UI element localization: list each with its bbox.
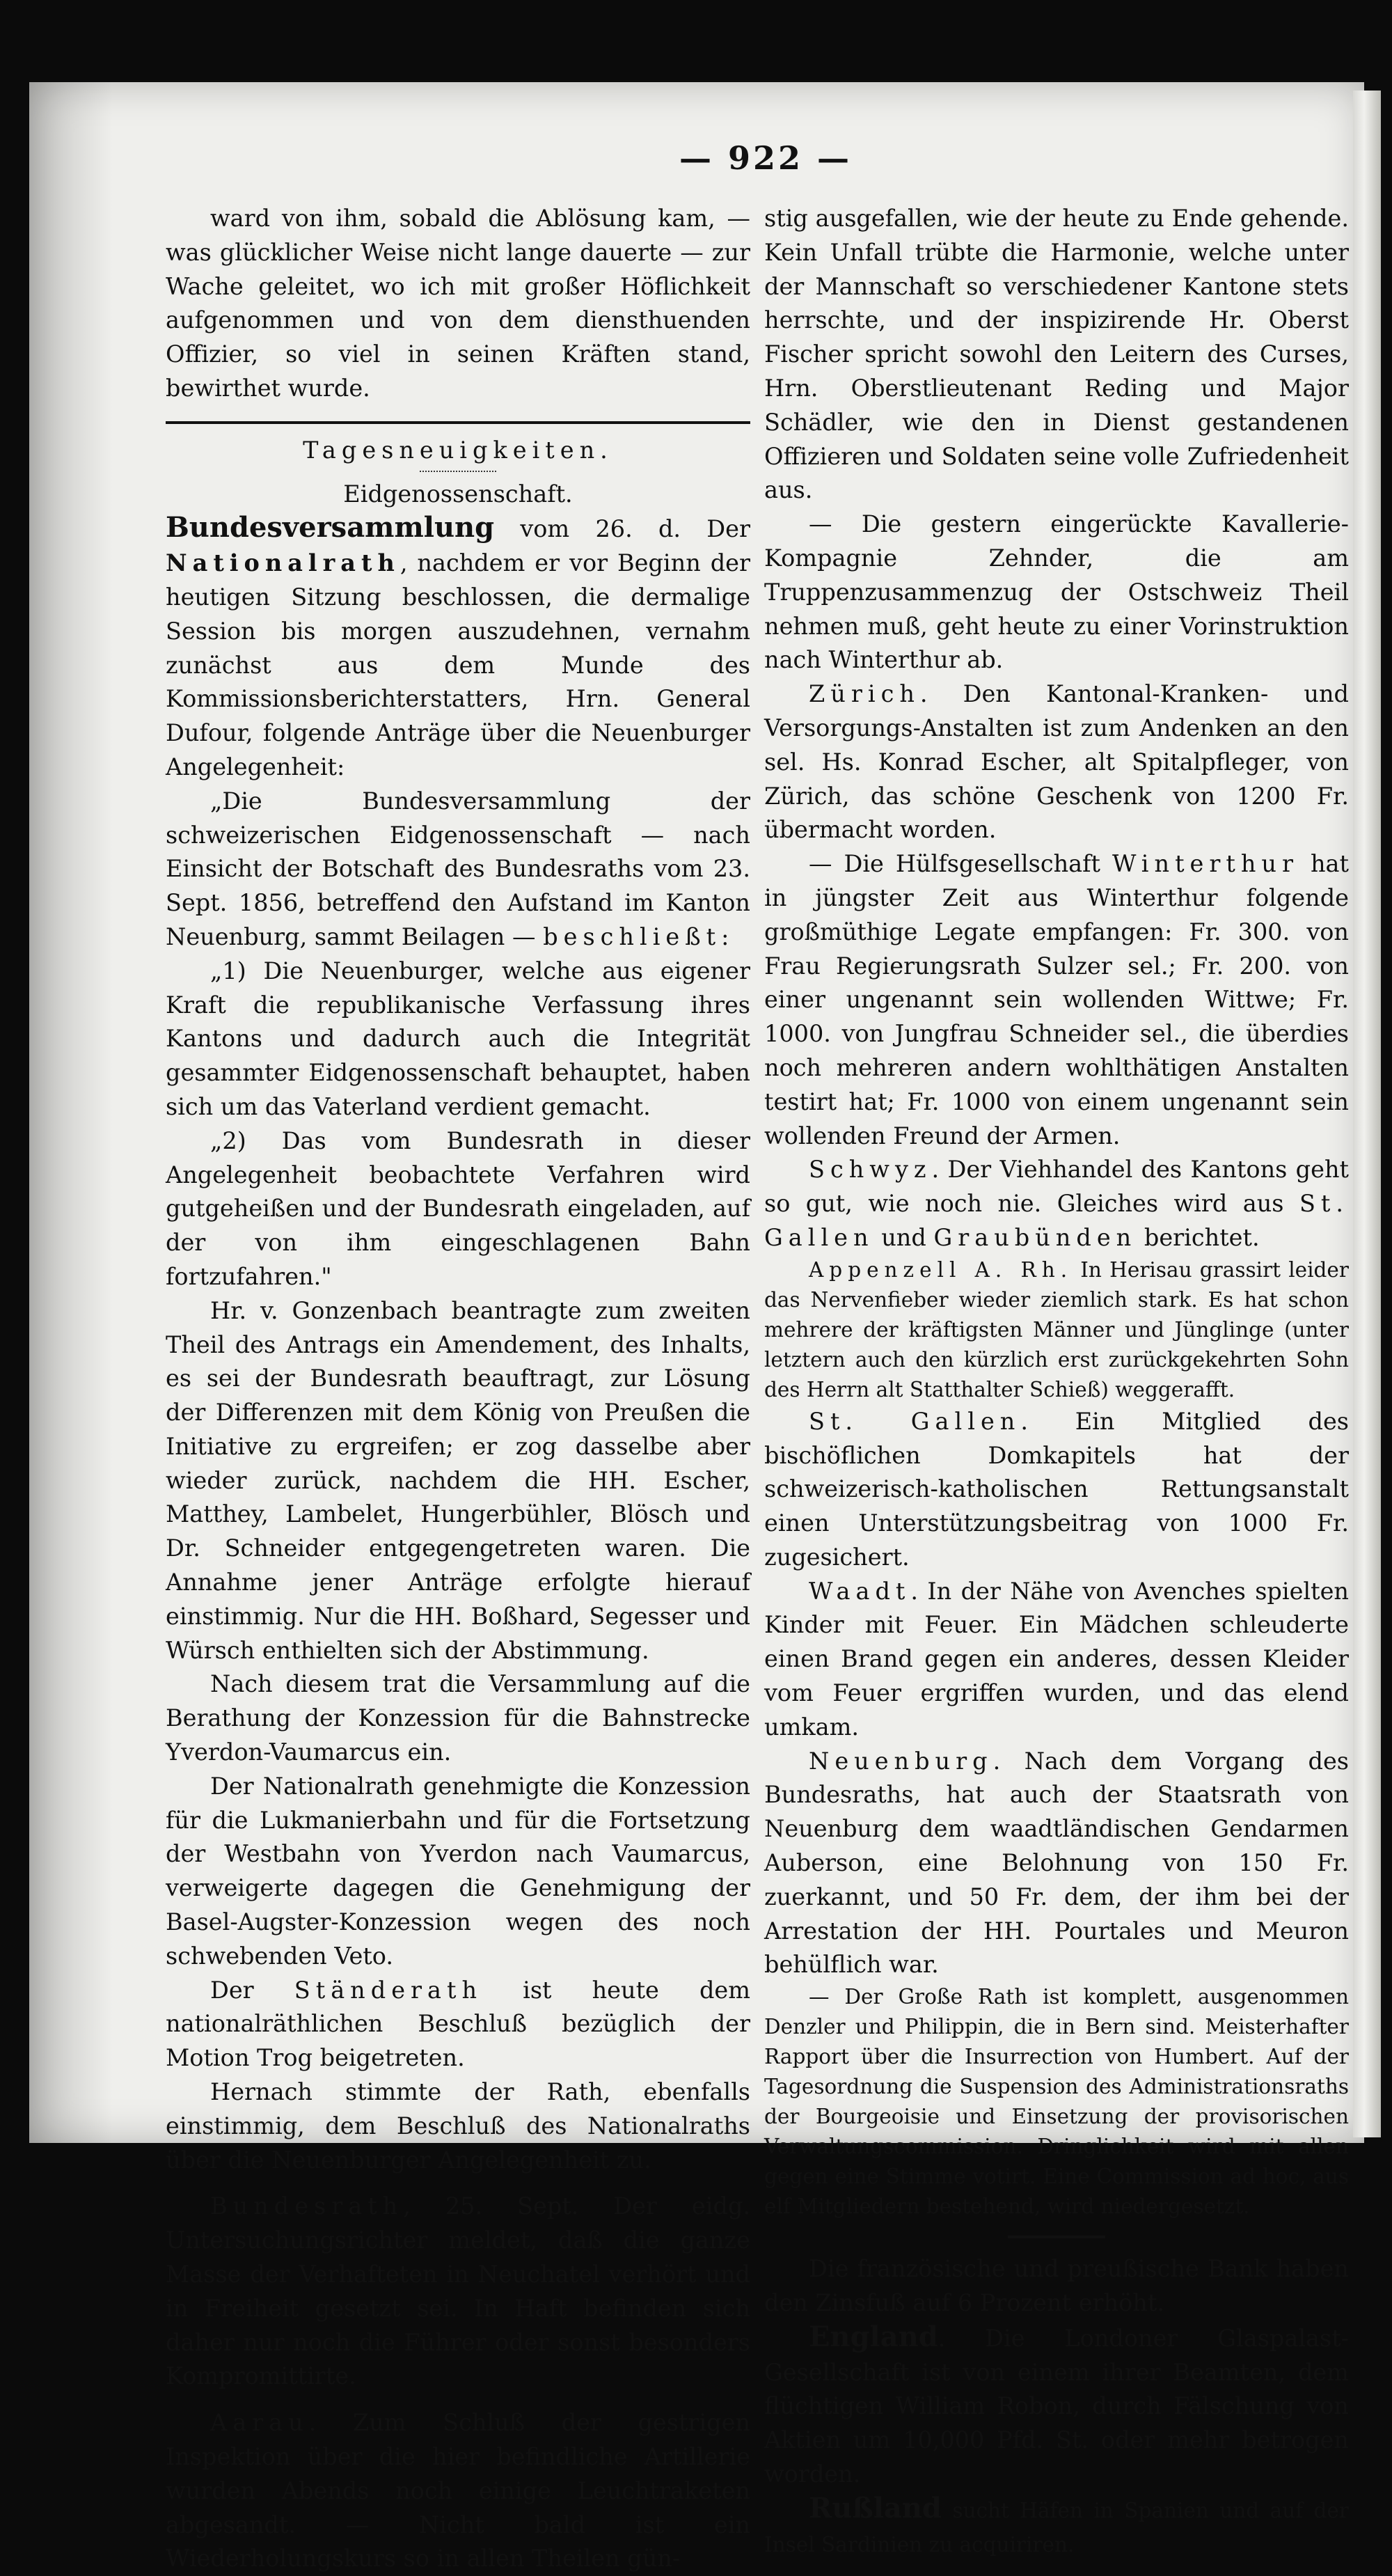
term-beschliesst: beschließt xyxy=(543,922,722,950)
paragraph-aarau: Aarau. Zum Schluß der gestrigen Inspektion über die hier befindliche Artillerie wurden Abends noch einige Leuchtraketen abgesandt. — Nicht bald ist ein Wiederholungskurs so in allen Theilen gün- xyxy=(166,2409,750,2573)
term-staenderath: Ständerath xyxy=(294,1976,483,2004)
paragraph-konzession: Der Nationalrath genehmigte die Konzession für die Lukmanierbahn und für die Fortsetzung der Westbahn von Yverdon nach Vaumarcus, verweigerte dagegen die Genehmigung der Basel-Augster-Konzession wegen des noch schwebenden Veto. xyxy=(166,1772,750,1970)
label-neuenburg: Neuenburg xyxy=(809,1747,993,1775)
label-schwyz: Schwyz xyxy=(809,1156,932,1184)
quote-resolution: „Die Bundesversammlung der schweizerischen Eidgenossenschaft — nach Einsicht der Botschaft des Bundesraths vom 23. Sept. 1856, betreffend den Aufstand im Kanton Neuenburg, sammt Beilagen — beschließt: xyxy=(166,787,750,950)
page-number: — 922 — xyxy=(679,139,853,177)
term-nationalrath: Nationalrath xyxy=(166,549,400,577)
right-column xyxy=(764,202,1349,2561)
paragraph-schwyz: Schwyz. Der Viehhandel des Kantons geht so gut, wie noch nie. Gleiches wird aus St. Gallen und Graubünden berichtet. xyxy=(764,1156,1349,1251)
section-title: Tagesneuigkeiten. xyxy=(303,436,613,464)
paragraph-kavallerie: — Die gestern eingerückte Kavallerie-Kompagnie Zehnder, die am Truppenzusammenzug der Ostschweiz Theil nehmen muß, geht heute zu einer Vorinstruktion nach Winterthur ab. xyxy=(764,510,1349,674)
term-graubuenden: Graubünden xyxy=(933,1223,1137,1251)
article-continuation: ward von ihm, sobald die Ablösung kam, — was glücklicher Weise nicht lange dauerte — zur Wache geleitet, wo ich mit großer Höflichkeit aufgenommen und von dem diensthuenden Offizier, so viel in seinen Kräften stand, bewirthet wurde. xyxy=(166,205,750,402)
paragraph-gonzenbach: Hr. v. Gonzenbach beantragte zum zweiten Theil des Antrags ein Amendement, des Inhalts, es sei der Bundesrath beauftragt, zur Lösung der Differenzen mit dem König von Preußen die Initiative zu ergreifen; er zog dasselbe aber wieder zurück, nachdem die HH. Escher, Matthey, Lambelet, Hungerbühler, Blösch und Dr. Schneider entgegengetreten waren. Die Annahme jener Anträge erfolgte hierauf einstimmig. Nur die HH. Boßhard, Segesser und Würsch enthielten sich der Abstimmung. xyxy=(166,1296,750,1664)
paragraph-huelfsgesellschaft: — Die Hülfsgesellschaft Winterthur hat in jüngster Zeit aus Winterthur folgende großmüthige Legate empfangen: Fr. 300. von Frau Regierungsrath Sulzer sel.; Fr. 200. von einer ungenannt sein wollenden Wittwe; Fr. 1000. von Jungfrau Schneider sel., die überdies noch mehreren andern wohlthätigen Anstalten testirt hat; Fr. 1000 von einem ungenannt sein wollenden Freund der Armen. xyxy=(764,850,1349,1149)
left-column xyxy=(166,202,750,2576)
paragraph-bank: Die französische und preußische Bank haben den Zinsfuß auf 6 Prozent erhöht. xyxy=(764,2255,1349,2317)
paragraph-bundesversammlung: Bundesversammlung vom 26. d. Der Nationalrath, nachdem er vor Beginn der heutigen Sitzung beschlossen, die dermalige Session bis morgen auszudehnen, vernahm zunächst aus dem Munde des Kommissionsberichterstatters, Hrn. General Dufour, folgende Anträge über die Neuenburger Angelegenheit: xyxy=(166,511,750,780)
paragraph-appenzell: Appenzell A. Rh. In Herisau grassirt leider das Nervenfieber wieder ziemlich stark. Es hat schon mehrere der kräftigsten Männer und Jünglinge (unter letztern auch den kürzlich erst zurückgekehrten Sohn des Herrn alt Statthalter Schieß) weggerafft. xyxy=(764,1257,1349,1401)
headline-russland: Rußland xyxy=(809,2491,942,2524)
subsection-title: Eidgenossenschaft. xyxy=(343,480,573,508)
paragraph-staenderath: Der Ständerath ist heute dem nationalräthlichen Beschluß bezüglich der Motion Trog beigetreten. xyxy=(166,1976,750,2072)
label-bundesrath: Bundesrath xyxy=(210,2192,404,2220)
paragraph-continuation: stig ausgefallen, wie der heute zu Ende gehende. Kein Unfall trübte die Harmonie, welche unter der Mannschaft so verschiedener Kantone stets herrschte, und der inspizirende Hr. Oberst Fischer spricht sowohl den Leitern des Curses, Hrn. Oberstlieutenant Reding und Major Schädler, wie den in Dienst gestandenen Offizieren und Soldaten seine volle Zufriedenheit aus. xyxy=(764,205,1349,504)
paragraph-grosser-rath: — Der Große Rath ist komplett, ausgenommen Denzler und Philippin, die in Bern sind. Meisterhafter Rapport über die Insurrection von Humbert. Auf der Tagesordnung die Suspension des Administrationsraths der Bourgeoisie und Einsetzung der provisorischen Verwaltungscommission. Dringlichkeit wird mit allen gegen eine Stimme votirt. Eine Commission ad hoc, aus elf Mitgliedern bestehend, wird niedergesetzt. xyxy=(764,1985,1349,2219)
short-divider xyxy=(1008,2236,1105,2238)
page-edge xyxy=(1353,91,1381,2137)
paragraph-russland: Rußland sucht Häfen in Spanien und auf der Insel Sardinien zu acquiriren. xyxy=(764,2491,1349,2557)
paragraph-neuenburg: Neuenburg. Nach dem Vorgang des Bundesraths, hat auch der Staatsrath von Neuenburg dem waadtländischen Gendarmen Auberson, eine Belohnung von 150 Fr. zuerkannt, und 50 Fr. dem, der ihm bei der Arrestation der HH. Pourtales und Meuron behülflich war. xyxy=(764,1747,1349,1979)
paragraph-waadt: Waadt. In der Nähe von Avenches spielten Kinder mit Feuer. Ein Mädchen schleuderte einen Brand gegen ein anderes, dessen Kleider vom Feuer ergriffen wurden, und das elend umkam. xyxy=(764,1577,1349,1741)
label-appenzell: Appenzell A. Rh. xyxy=(809,1257,1073,1282)
label-aarau: Aarau xyxy=(210,2409,309,2437)
headline-england: England xyxy=(809,2320,938,2353)
paragraph-england: England. Die Londoner Glaspalast-Gesellschaft ist von einem ihrer Beamten, dem flüchtigen William Robon, durch Fälschung von Aktien um 10,000 Pfd. St. oder mehr betrogen worden. xyxy=(764,2320,1349,2488)
paragraph-bundesrath: Bundesrath, 25. Sept. Der eidg. Untersuchungsrichter meldet, daß die ganze Masse der Verhafteten in Neuchatel verhört und in Freiheit gesetzt sei. In Haft befinden sich daher nur noch die Führer oder sonst besonders Kompromittirte. xyxy=(166,2192,750,2390)
paragraph-st-gallen: St. Gallen. Ein Mitglied des bischöflichen Domkapitels hat der schweizerisch-katholischen Rettungsanstalt einen Unterstützungsbeitrag von 1000 Fr. zugesichert. xyxy=(764,1407,1350,1571)
paragraph-bahnstrecke: Nach diesem trat die Versammlung auf die Berathung der Konzession für die Bahnstrecke Yverdon-Vaumarcus ein. xyxy=(166,1670,750,1766)
resolution-point-2: „2) Das vom Bundesrath in dieser Angelegenheit beobachtete Verfahren wird gutgeheißen und der Bundesrath eingeladen, auf der von ihm eingeschlagenen Bahn fortzufahren." xyxy=(166,1126,750,1290)
headline-bundesversammlung: Bundesversammlung xyxy=(166,511,495,544)
term-winterthur: Winterthur xyxy=(1112,850,1299,878)
dotted-divider xyxy=(420,471,496,472)
paragraph-zuerich: Zürich. Den Kantonal-Kranken- und Versorgungs-Anstalten ist zum Andenken an den sel. Hs. Konrad Escher, alt Spitalpfleger, von Zürich, das schöne Geschenk von 1200 Fr. übermacht worden. xyxy=(764,680,1349,844)
section-divider xyxy=(166,421,750,424)
resolution-point-1: „1) Die Neuenburger, welche aus eigener Kraft die republikanische Verfassung ihres Kantons und dadurch auch die Integrität gesammter Eidgenossenschaft behauptet, haben sich um das Vaterland verdient gemacht. xyxy=(166,957,750,1120)
paragraph-hernach: Hernach stimmte der Rath, ebenfalls einstimmig, dem Beschluß des Nationalraths über die Neuenburger Angelegenheit zu. xyxy=(166,2078,750,2174)
label-waadt: Waadt xyxy=(809,1577,911,1605)
label-st-gallen: St. Gallen xyxy=(809,1407,1021,1435)
page-binding-shadow xyxy=(29,82,113,2143)
term-st-gallen: St. Gallen xyxy=(764,1190,1349,1251)
label-zuerich: Zürich xyxy=(809,680,920,708)
